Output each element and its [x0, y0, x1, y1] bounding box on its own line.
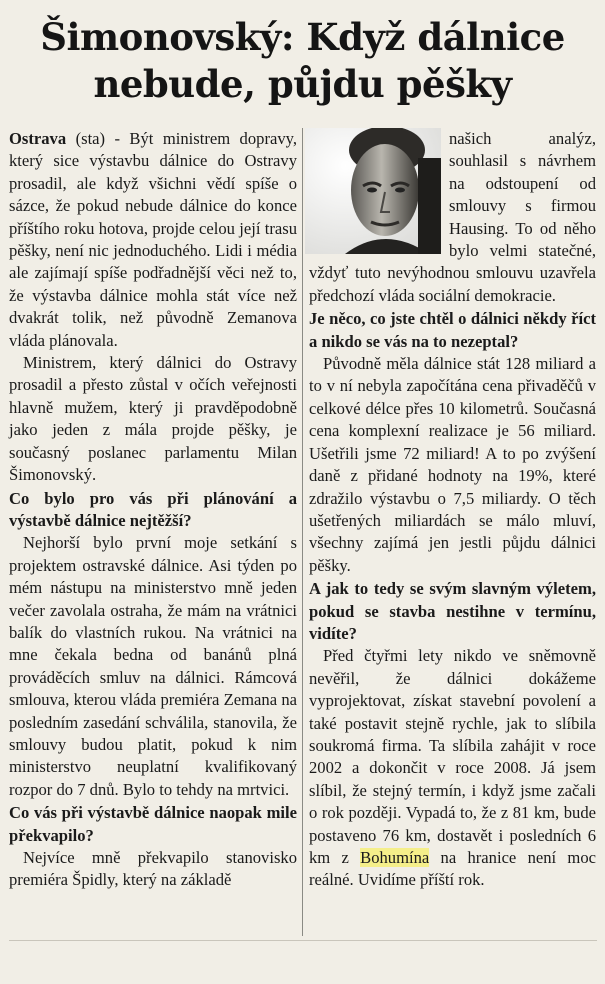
interview-answer: Původně měla dálnice stát 128 miliard a to v ní nebyla započítána cena přivaděčů v celkové délce přes 10 kilometrů. Současná cena komplexní realizace je 56 miliard. Ušetřili jsme 72 miliard! A to po zvýšení daně z přidané hodnoty na 19%, které zdražilo výstavbu o 7,5 miliardy. O těch ušetřených miliardách se málo mluví, všechny zajímá jen jestli půjdu dálnici pěšky. — [309, 354, 596, 575]
column-divider — [302, 128, 303, 936]
interview-question: Co vás při výstavbě dálnice naopak mile překvapilo? — [9, 803, 297, 845]
portrait-photo — [305, 128, 441, 254]
interview-question: Co bylo pro vás při plánování a výstavbě dálnice nejtěžší? — [9, 488, 297, 530]
highlighted-word: Bohumína — [360, 848, 430, 867]
headline — [0, 14, 605, 108]
headline-line-1: Šimonovský: Když dálnice — [40, 15, 565, 59]
headline-line-2: nebude, půjdu pěšky — [93, 62, 512, 106]
paragraph: Ministrem, který dálnici do Ostravy prosadil a přesto zůstal v očích veřejnosti hlavně mužem, který ji pravděpodobně jako jeden z mála projde pěšky, je současný poslanec parlamentu Milan Šimonovský. — [9, 353, 297, 485]
dateline: Ostrava — [9, 129, 67, 148]
article-column-right — [309, 128, 596, 892]
interview-question: A jak to tedy se svým slavným výletem, pokud se stavba nestihne v termínu, vidíte? — [309, 579, 596, 643]
intro-text: (sta) - Být ministrem dopravy, který sice výstavbu dálnice do Ostravy prosadil, ale když všichni vědí spíše o sázce, že pokud nebude dálnice do konce příštího roku hotova, projde celou její trasu pěšky, není nic jednoduchého. Lidi i média ale zajímají spíše podřadnější věci než to, že výstavba dálnice mohla stát více než dvakrát tolik, než původně Zemanova vláda plánovala. — [9, 129, 297, 350]
interview-question: Je něco, co jste chtěl o dálnici někdy říct a nikdo se vás na to nezeptal? — [309, 309, 596, 351]
interview-answer: Nejhorší bylo první moje setkání s projektem ostravské dálnice. Asi týden po mém nástupu na ministerstvo mně jeden večer zavolala ostraha, že mám na vrátnici balík do vlastních rukou. Na vrátnici na mne čekala bedna od banánů plná prováděcích smluv na dálnici. Rámcová smlouva, kterou vláda premiéra Zemana na posledním zasedání schválila, stanovila, že smlouvy budou platit, pokud k nim ministerstvo neuplatní kvalifikovaný rozpor do 7 dnů. Bylo to tehdy na mrtvici. — [9, 533, 297, 799]
answer-text: Před čtyřmi lety nikdo ve sněmovně nevěřil, že dálnici dokážeme vyprojektovat, získat stavební povolení a také postavit stejně rychle, jak to slíbila soukromá firma. Ta slíbila zahájit v roce 2002 a dokončit v roce 2008. Já jsem slíbil, že stejný termín, i když jsme začali o rok později. Vypadá to, že z 81 km, bude postaveno 76 km, dostavět i posledních 6 km z — [309, 646, 596, 867]
article-column-left — [9, 128, 297, 892]
interview-answer: našich analýz, souhlasil s návrhem na odstoupení od smlouvy s firmou Hausing. To od něho bylo velmi statečné, vždyť tuto nevýhodnou smlouvu uzavřela předchozí vláda sociální demokracie. — [309, 129, 596, 305]
interview-answer — [309, 645, 596, 891]
answer-text: na hranice není moc reálné. Uvidíme příští rok. — [309, 848, 596, 890]
intro-paragraph — [9, 128, 297, 352]
portrait-photo-icon — [305, 128, 441, 254]
bottom-rule — [9, 940, 597, 941]
interview-answer: Nejvíce mně překvapilo stanovisko premiéra Špidly, který na základě — [9, 848, 297, 890]
